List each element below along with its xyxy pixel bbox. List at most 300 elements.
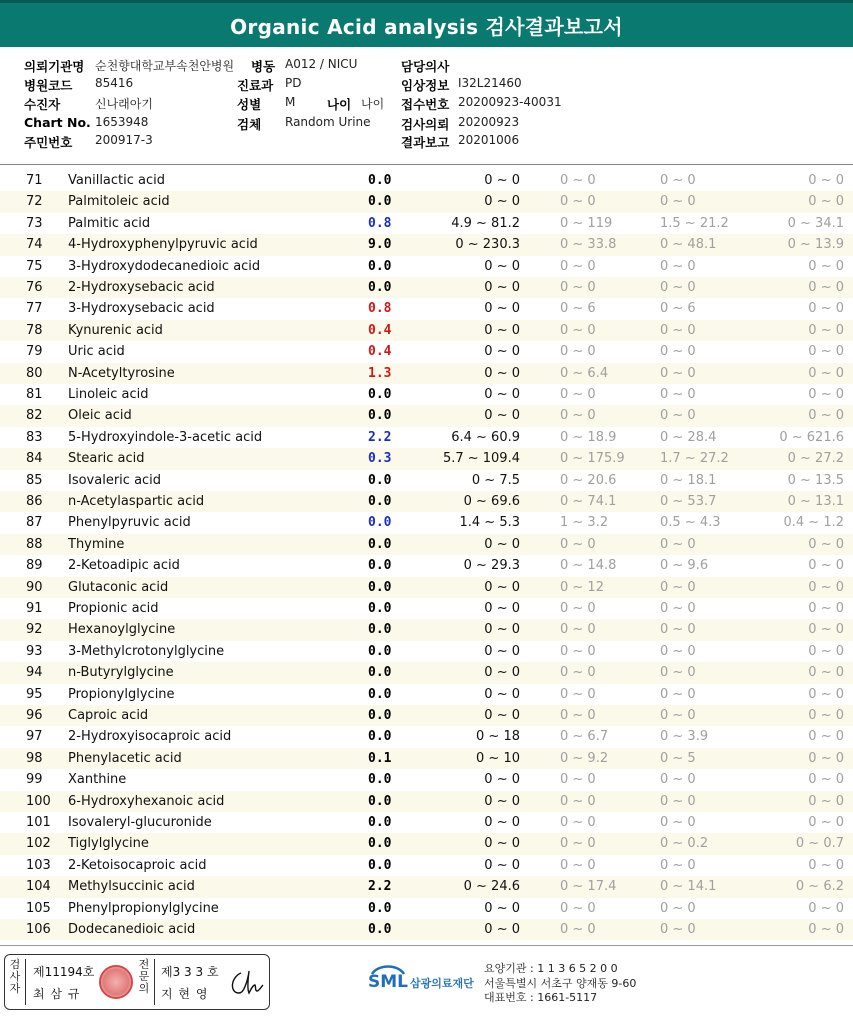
result-value: 0.4 bbox=[368, 344, 392, 360]
reference-range-2: 0 ~ 0 bbox=[560, 922, 596, 937]
reference-range-2: 0 ~ 12 bbox=[560, 579, 604, 595]
compound-name: n-Acetylaspartic acid bbox=[68, 494, 205, 509]
row-number: 75 bbox=[26, 258, 43, 274]
reference-range-4: 0 ~ 0 bbox=[808, 793, 844, 809]
patient-header bbox=[0, 47, 853, 165]
row-number: 80 bbox=[26, 365, 43, 381]
table-row bbox=[0, 213, 853, 234]
row-number: 88 bbox=[26, 536, 43, 552]
reference-range-3: 0 ~ 0 bbox=[660, 280, 696, 295]
reference-range-3: 0 ~ 0 bbox=[660, 857, 696, 873]
result-value: 0.1 bbox=[368, 750, 392, 766]
result-value: 0.0 bbox=[368, 558, 392, 574]
table-row bbox=[0, 855, 853, 876]
row-number: 72 bbox=[26, 194, 43, 210]
reference-range-3: 1.7 ~ 27.2 bbox=[660, 451, 729, 467]
lab-info bbox=[484, 962, 636, 1006]
reference-range-3: 1.5 ~ 21.2 bbox=[660, 215, 729, 231]
seal-icon bbox=[99, 965, 133, 999]
reference-range: 0 ~ 0 bbox=[484, 258, 520, 274]
recipient-value: 신나래아기 bbox=[95, 97, 153, 111]
reference-range-4: 0 ~ 0 bbox=[808, 280, 844, 295]
compound-name: 5-Hydroxyindole-3-acetic acid bbox=[68, 429, 263, 445]
reference-range-3: 0 ~ 0 bbox=[660, 365, 696, 381]
reference-range-3: 0 ~ 0 bbox=[660, 601, 696, 616]
hospital-code-value: 85416 bbox=[95, 76, 134, 90]
reference-range: 0 ~ 0 bbox=[484, 836, 520, 852]
reference-range: 0 ~ 29.3 bbox=[463, 558, 520, 574]
row-number: 101 bbox=[26, 815, 51, 830]
reference-range-4: 0 ~ 0 bbox=[808, 387, 844, 402]
result-value: 0.0 bbox=[368, 643, 392, 659]
compound-name: Phenylpyruvic acid bbox=[68, 515, 191, 531]
row-number: 73 bbox=[26, 215, 43, 231]
row-number: 81 bbox=[26, 387, 43, 402]
reference-range-4: 0 ~ 0 bbox=[808, 301, 844, 317]
report-date-value: 20201006 bbox=[458, 133, 520, 147]
reference-range-3: 0 ~ 0 bbox=[660, 579, 696, 595]
reference-range-4: 0 ~ 0 bbox=[808, 900, 844, 916]
reference-range: 0 ~ 230.3 bbox=[455, 237, 520, 253]
sml-org-name: 삼광의료재단 bbox=[410, 977, 474, 990]
reference-range-2: 0 ~ 0 bbox=[560, 857, 596, 873]
reference-range-2: 0 ~ 0 bbox=[560, 344, 596, 360]
compound-name: Vanillactic acid bbox=[68, 173, 166, 188]
compound-name: Dodecanedioic acid bbox=[68, 922, 196, 937]
reference-range-4: 0 ~ 0 bbox=[808, 622, 844, 638]
reference-range-2: 1 ~ 3.2 bbox=[560, 515, 609, 531]
reference-range-3: 0 ~ 0 bbox=[660, 772, 696, 788]
reference-range-2: 0 ~ 119 bbox=[560, 215, 613, 231]
result-value: 0.0 bbox=[368, 280, 392, 295]
reference-range-3: 0 ~ 0 bbox=[660, 344, 696, 360]
reference-range: 0 ~ 0 bbox=[484, 772, 520, 788]
sml-logo-text: SML bbox=[368, 972, 408, 992]
reference-range: 0 ~ 0 bbox=[484, 280, 520, 295]
compound-name: Propionic acid bbox=[68, 601, 159, 616]
reference-range-2: 0 ~ 0 bbox=[560, 536, 596, 552]
result-value: 0.0 bbox=[368, 173, 392, 188]
report-title-bar bbox=[0, 0, 853, 47]
reference-range-2: 0 ~ 0 bbox=[560, 772, 596, 788]
reference-range-3: 0 ~ 53.7 bbox=[660, 494, 717, 509]
row-number: 78 bbox=[26, 322, 43, 338]
reference-range-3: 0.5 ~ 4.3 bbox=[660, 515, 721, 531]
reference-range: 0 ~ 0 bbox=[484, 365, 520, 381]
reference-range-3: 0 ~ 9.6 bbox=[660, 558, 709, 574]
result-value: 0.0 bbox=[368, 515, 392, 531]
reference-range: 0 ~ 10 bbox=[476, 750, 520, 766]
table-row bbox=[0, 448, 853, 469]
table-row bbox=[0, 320, 853, 341]
table-row bbox=[0, 791, 853, 812]
row-number: 93 bbox=[26, 643, 43, 659]
table-row bbox=[0, 812, 853, 833]
chart-no-value: 1653948 bbox=[95, 115, 149, 129]
reference-range-3: 0 ~ 28.4 bbox=[660, 429, 717, 445]
row-number: 91 bbox=[26, 601, 43, 616]
result-value: 0.0 bbox=[368, 729, 392, 745]
reference-range-4: 0 ~ 0 bbox=[808, 665, 844, 681]
reference-range-4: 0 ~ 0 bbox=[808, 344, 844, 360]
result-value: 0.0 bbox=[368, 494, 392, 509]
hospital-code-label: 병원코드 bbox=[24, 78, 73, 93]
compound-name: Kynurenic acid bbox=[68, 322, 163, 338]
reference-range-2: 0 ~ 0 bbox=[560, 408, 596, 424]
signature-box bbox=[4, 954, 270, 1010]
table-row bbox=[0, 384, 853, 405]
reference-range-2: 0 ~ 0 bbox=[560, 322, 596, 338]
table-row bbox=[0, 534, 853, 555]
reference-range-4: 0 ~ 13.9 bbox=[787, 237, 844, 253]
table-row bbox=[0, 512, 853, 533]
reference-range-3: 0 ~ 0 bbox=[660, 643, 696, 659]
sex-value: M bbox=[285, 95, 296, 109]
reference-range-2: 0 ~ 0 bbox=[560, 900, 596, 916]
institution-label: 의뢰기관명 bbox=[24, 59, 85, 74]
report-title: Organic Acid analysis 검사결과보고서 bbox=[230, 14, 623, 39]
reference-range: 0 ~ 7.5 bbox=[471, 472, 520, 488]
reference-range-3: 0 ~ 5 bbox=[660, 750, 696, 766]
reference-range-3: 0 ~ 0 bbox=[660, 922, 696, 937]
clinical-label: 임상정보 bbox=[401, 78, 450, 93]
reference-range-3: 0 ~ 0 bbox=[660, 686, 696, 702]
row-number: 104 bbox=[26, 879, 51, 895]
row-number: 87 bbox=[26, 515, 43, 531]
result-value: 0.0 bbox=[368, 622, 392, 638]
row-number: 99 bbox=[26, 772, 43, 788]
result-value: 0.0 bbox=[368, 194, 392, 210]
reviewer-name: 지 현 영 bbox=[161, 987, 209, 1001]
reference-range-4: 0 ~ 0 bbox=[808, 643, 844, 659]
result-value: 0.0 bbox=[368, 472, 392, 488]
reference-range-4: 0 ~ 6.2 bbox=[795, 879, 844, 895]
compound-name: 2-Ketoadipic acid bbox=[68, 558, 180, 574]
reference-range-2: 0 ~ 0 bbox=[560, 387, 596, 402]
row-number: 86 bbox=[26, 494, 43, 509]
row-number: 89 bbox=[26, 558, 43, 574]
reference-range-4: 0 ~ 0 bbox=[808, 322, 844, 338]
result-value: 0.0 bbox=[368, 601, 392, 616]
table-row bbox=[0, 298, 853, 319]
table-row bbox=[0, 191, 853, 212]
reference-range-4: 0.4 ~ 1.2 bbox=[783, 515, 844, 531]
reference-range-2: 0 ~ 0 bbox=[560, 836, 596, 852]
reference-range-4: 0 ~ 0 bbox=[808, 194, 844, 210]
table-row bbox=[0, 234, 853, 255]
footer-divider bbox=[0, 945, 853, 946]
reviewer-vertical-label: 전 문 의 bbox=[138, 958, 150, 995]
institution-value: 순천향대학교부속천안병원 bbox=[95, 59, 235, 73]
chart-no-label: Chart No. bbox=[24, 115, 91, 130]
result-value: 2.2 bbox=[368, 879, 392, 895]
inspector-vertical-label: 검 사 자 bbox=[9, 958, 21, 995]
reference-range: 0 ~ 0 bbox=[484, 815, 520, 830]
row-number: 71 bbox=[26, 173, 43, 188]
compound-name: 2-Ketoisocaproic acid bbox=[68, 857, 207, 873]
table-row bbox=[0, 555, 853, 576]
reference-range-2: 0 ~ 0 bbox=[560, 665, 596, 681]
reference-range-4: 0 ~ 0.7 bbox=[795, 836, 844, 852]
row-number: 106 bbox=[26, 922, 51, 937]
ward-value: A012 / NICU bbox=[285, 57, 358, 71]
reference-range: 0 ~ 0 bbox=[484, 579, 520, 595]
reference-range-3: 0 ~ 0 bbox=[660, 194, 696, 210]
row-number: 83 bbox=[26, 429, 43, 445]
result-value: 0.8 bbox=[368, 301, 392, 317]
compound-name: Caproic acid bbox=[68, 708, 149, 723]
reference-range-4: 0 ~ 0 bbox=[808, 601, 844, 616]
result-value: 0.4 bbox=[368, 322, 392, 338]
compound-name: Linoleic acid bbox=[68, 387, 149, 402]
table-row bbox=[0, 898, 853, 919]
reference-range-4: 0 ~ 0 bbox=[808, 408, 844, 424]
reference-range-4: 0 ~ 0 bbox=[808, 365, 844, 381]
result-value: 0.0 bbox=[368, 579, 392, 595]
request-value: 20200923 bbox=[458, 115, 520, 129]
reference-range: 0 ~ 0 bbox=[484, 322, 520, 338]
row-number: 77 bbox=[26, 301, 43, 317]
result-value: 0.0 bbox=[368, 857, 392, 873]
reference-range-2: 0 ~ 17.4 bbox=[560, 879, 617, 895]
reference-range-3: 0 ~ 0 bbox=[660, 536, 696, 552]
reference-range: 0 ~ 0 bbox=[484, 708, 520, 723]
reference-range: 1.4 ~ 5.3 bbox=[459, 515, 520, 531]
reference-range-4: 0 ~ 0 bbox=[808, 558, 844, 574]
row-number: 94 bbox=[26, 665, 43, 681]
receipt-label: 접수번호 bbox=[401, 97, 450, 112]
table-row bbox=[0, 363, 853, 384]
dept-value: PD bbox=[285, 76, 302, 90]
compound-name: Isovaleric acid bbox=[68, 472, 162, 488]
row-number: 102 bbox=[26, 836, 51, 852]
reference-range-3: 0 ~ 18.1 bbox=[660, 472, 717, 488]
reference-range-4: 0 ~ 13.1 bbox=[787, 494, 844, 509]
table-row bbox=[0, 619, 853, 640]
result-value: 1.3 bbox=[368, 365, 392, 381]
reference-range-2: 0 ~ 0 bbox=[560, 280, 596, 295]
reference-range-4: 0 ~ 0 bbox=[808, 857, 844, 873]
reference-range: 0 ~ 69.6 bbox=[463, 494, 520, 509]
table-row bbox=[0, 833, 853, 854]
clinical-value: I32L21460 bbox=[458, 76, 522, 90]
table-row bbox=[0, 769, 853, 790]
report-date-label: 결과보고 bbox=[401, 135, 450, 150]
request-label: 검사의뢰 bbox=[401, 117, 450, 132]
row-number: 96 bbox=[26, 708, 43, 723]
reference-range: 0 ~ 0 bbox=[484, 601, 520, 616]
compound-name: Isovaleryl-glucuronide bbox=[68, 815, 212, 830]
reference-range: 0 ~ 0 bbox=[484, 643, 520, 659]
compound-name: Uric acid bbox=[68, 344, 125, 360]
result-value: 0.0 bbox=[368, 536, 392, 552]
row-number: 92 bbox=[26, 622, 43, 638]
compound-name: Thymine bbox=[68, 536, 125, 552]
specimen-label: 검체 bbox=[237, 117, 262, 132]
compound-name: Tiglylglycine bbox=[68, 836, 149, 852]
table-row bbox=[0, 405, 853, 426]
table-row bbox=[0, 705, 853, 726]
reference-range-4: 0 ~ 0 bbox=[808, 922, 844, 937]
reference-range: 0 ~ 18 bbox=[476, 729, 520, 745]
table-row bbox=[0, 641, 853, 662]
compound-name: Hexanoylglycine bbox=[68, 622, 176, 638]
reference-range-3: 0 ~ 48.1 bbox=[660, 237, 717, 253]
reference-range: 0 ~ 24.6 bbox=[463, 879, 520, 895]
reference-range-2: 0 ~ 175.9 bbox=[560, 451, 625, 467]
compound-name: Glutaconic acid bbox=[68, 579, 169, 595]
reference-range: 0 ~ 0 bbox=[484, 173, 520, 188]
header-divider bbox=[0, 164, 853, 165]
reference-range-4: 0 ~ 34.1 bbox=[787, 215, 844, 231]
inspector-name: 최 삼 규 bbox=[33, 987, 81, 1001]
compound-name: Palmitic acid bbox=[68, 215, 151, 231]
reference-range: 0 ~ 0 bbox=[484, 857, 520, 873]
compound-name: Stearic acid bbox=[68, 451, 145, 467]
reference-range: 0 ~ 0 bbox=[484, 793, 520, 809]
reference-range: 0 ~ 0 bbox=[484, 922, 520, 937]
compound-name: Oleic acid bbox=[68, 408, 132, 424]
row-number: 97 bbox=[26, 729, 43, 745]
reference-range-2: 0 ~ 6.7 bbox=[560, 729, 609, 745]
reference-range-4: 0 ~ 0 bbox=[808, 686, 844, 702]
row-number: 85 bbox=[26, 472, 43, 488]
table-row bbox=[0, 256, 853, 277]
result-value: 9.0 bbox=[368, 237, 392, 253]
compound-name: 3-Hydroxysebacic acid bbox=[68, 301, 215, 317]
reference-range-4: 0 ~ 0 bbox=[808, 173, 844, 188]
age-value: 나이 bbox=[361, 97, 385, 111]
table-row bbox=[0, 919, 853, 940]
row-number: 90 bbox=[26, 579, 43, 595]
compound-name: N-Acetyltyrosine bbox=[68, 365, 175, 381]
table-row bbox=[0, 726, 853, 747]
reference-range-3: 0 ~ 0 bbox=[660, 900, 696, 916]
reference-range: 0 ~ 0 bbox=[484, 344, 520, 360]
reference-range-3: 0 ~ 0.2 bbox=[660, 836, 709, 852]
row-number: 79 bbox=[26, 344, 43, 360]
reference-range: 4.9 ~ 81.2 bbox=[451, 215, 520, 231]
reference-range-2: 0 ~ 74.1 bbox=[560, 494, 617, 509]
sex-label: 성별 bbox=[237, 97, 262, 112]
result-value: 0.0 bbox=[368, 387, 392, 402]
reference-range: 0 ~ 0 bbox=[484, 665, 520, 681]
compound-name: 4-Hydroxyphenylpyruvic acid bbox=[68, 237, 258, 253]
reference-range-2: 0 ~ 18.9 bbox=[560, 429, 617, 445]
reference-range-3: 0 ~ 0 bbox=[660, 173, 696, 188]
result-value: 0.0 bbox=[368, 793, 392, 809]
reference-range-4: 0 ~ 0 bbox=[808, 772, 844, 788]
reference-range-3: 0 ~ 0 bbox=[660, 322, 696, 338]
result-value: 0.3 bbox=[368, 451, 392, 467]
reference-range-2: 0 ~ 0 bbox=[560, 643, 596, 659]
reference-range-3: 0 ~ 0 bbox=[660, 665, 696, 681]
reference-range: 5.7 ~ 109.4 bbox=[442, 451, 520, 467]
reference-range-2: 0 ~ 0 bbox=[560, 194, 596, 210]
row-number: 95 bbox=[26, 686, 43, 702]
inspector-license: 제11194호 bbox=[33, 965, 95, 979]
dept-label: 진료과 bbox=[237, 78, 274, 93]
row-number: 98 bbox=[26, 750, 43, 766]
reference-range-2: 0 ~ 9.2 bbox=[560, 750, 609, 766]
reference-range-3: 0 ~ 0 bbox=[660, 408, 696, 424]
reference-range: 0 ~ 0 bbox=[484, 387, 520, 402]
table-row bbox=[0, 684, 853, 705]
lab-address: 서울특별시 서초구 양재동 9-60 bbox=[484, 976, 637, 990]
receipt-value: 20200923-40031 bbox=[458, 95, 562, 109]
result-value: 0.0 bbox=[368, 922, 392, 937]
reference-range: 0 ~ 0 bbox=[484, 408, 520, 424]
compound-name: 3-Methylcrotonylglycine bbox=[68, 643, 225, 659]
table-row bbox=[0, 491, 853, 512]
result-value: 0.0 bbox=[368, 900, 392, 916]
reference-range-3: 0 ~ 0 bbox=[660, 258, 696, 274]
reference-range-4: 0 ~ 621.6 bbox=[779, 429, 844, 445]
result-value: 0.0 bbox=[368, 708, 392, 723]
reference-range: 0 ~ 0 bbox=[484, 900, 520, 916]
reference-range-2: 0 ~ 0 bbox=[560, 173, 596, 188]
signature-icon bbox=[227, 967, 265, 999]
reference-range-4: 0 ~ 0 bbox=[808, 750, 844, 766]
reference-range-4: 0 ~ 0 bbox=[808, 258, 844, 274]
row-number: 82 bbox=[26, 408, 43, 424]
row-number: 103 bbox=[26, 857, 51, 873]
id-value: 200917-3 bbox=[95, 133, 153, 147]
result-value: 0.0 bbox=[368, 665, 392, 681]
table-row bbox=[0, 341, 853, 362]
recipient-label: 수진자 bbox=[24, 97, 61, 112]
reference-range-2: 0 ~ 14.8 bbox=[560, 558, 617, 574]
table-row bbox=[0, 427, 853, 448]
row-number: 76 bbox=[26, 280, 43, 295]
lab-phone: 대표번호 : 1661-5117 bbox=[484, 991, 598, 1004]
reference-range: 0 ~ 0 bbox=[484, 301, 520, 317]
reviewer-license: 제3 3 3 호 bbox=[161, 965, 219, 979]
row-number: 74 bbox=[26, 237, 43, 253]
table-row bbox=[0, 577, 853, 598]
reference-range-3: 0 ~ 3.9 bbox=[660, 729, 709, 745]
reference-range-2: 0 ~ 0 bbox=[560, 258, 596, 274]
table-row bbox=[0, 876, 853, 897]
compound-name: Methylsuccinic acid bbox=[68, 879, 195, 895]
reference-range-3: 0 ~ 6 bbox=[660, 301, 696, 317]
result-value: 0.0 bbox=[368, 815, 392, 830]
reference-range-3: 0 ~ 0 bbox=[660, 815, 696, 830]
specimen-value: Random Urine bbox=[285, 115, 371, 129]
table-row bbox=[0, 598, 853, 619]
compound-name: 2-Hydroxyisocaproic acid bbox=[68, 729, 232, 745]
compound-name: 2-Hydroxysebacic acid bbox=[68, 280, 215, 295]
compound-name: n-Butyrylglycine bbox=[68, 665, 174, 681]
compound-name: 6-Hydroxyhexanoic acid bbox=[68, 793, 225, 809]
age-label: 나이 bbox=[327, 97, 352, 112]
reference-range-2: 0 ~ 33.8 bbox=[560, 237, 617, 253]
result-value: 0.0 bbox=[368, 836, 392, 852]
reference-range: 0 ~ 0 bbox=[484, 194, 520, 210]
reference-range-3: 0 ~ 0 bbox=[660, 622, 696, 638]
doctor-label: 담당의사 bbox=[401, 59, 450, 74]
reference-range-4: 0 ~ 0 bbox=[808, 815, 844, 830]
row-number: 100 bbox=[26, 793, 51, 809]
reference-range-3: 0 ~ 0 bbox=[660, 793, 696, 809]
result-value: 0.8 bbox=[368, 215, 392, 231]
reference-range-2: 0 ~ 0 bbox=[560, 793, 596, 809]
row-number: 105 bbox=[26, 900, 51, 916]
reference-range-4: 0 ~ 13.5 bbox=[787, 472, 844, 488]
compound-name: Phenylacetic acid bbox=[68, 750, 182, 766]
table-row bbox=[0, 748, 853, 769]
reference-range-2: 0 ~ 0 bbox=[560, 622, 596, 638]
